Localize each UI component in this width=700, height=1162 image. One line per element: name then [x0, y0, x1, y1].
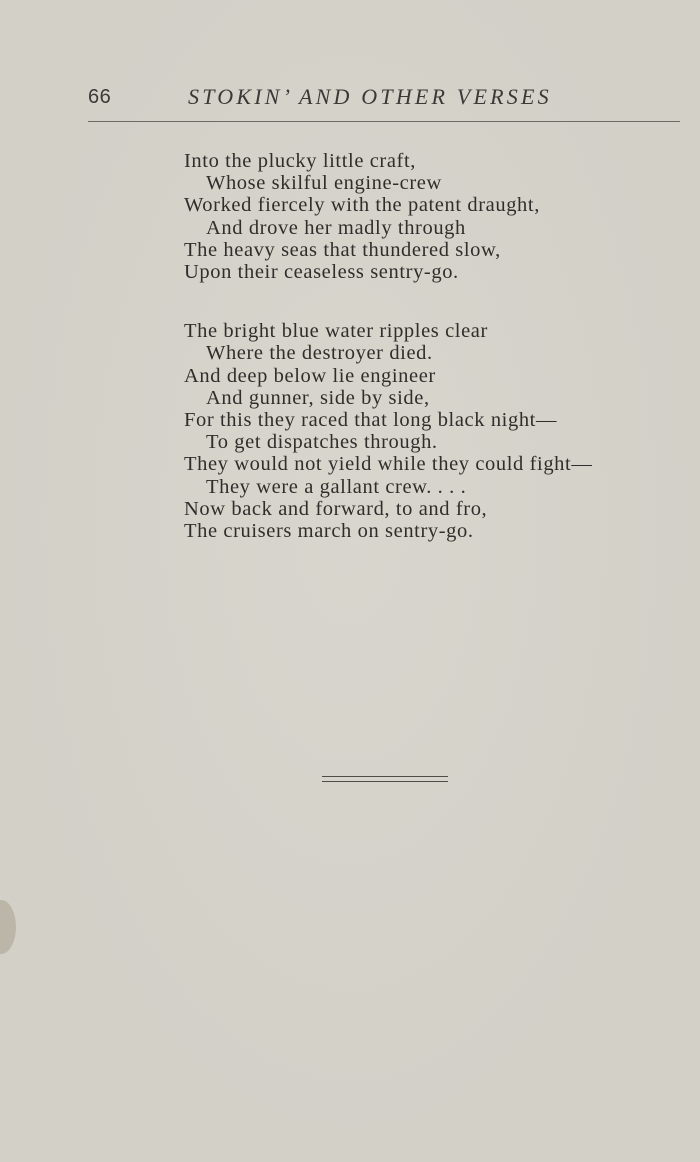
poem-line: Where the destroyer died. — [206, 342, 433, 365]
header-rule — [88, 121, 680, 122]
poem-line: Upon their ceaseless sentry-go. — [184, 261, 459, 284]
poem-line: To get dispatches through. — [206, 431, 438, 454]
end-rule-top-bar — [322, 776, 448, 777]
poem-line: Now back and forward, to and fro, — [184, 497, 488, 520]
poem-line: The cruisers march on sentry-go. — [184, 520, 474, 543]
poem-line: And gunner, side by side, — [206, 386, 430, 409]
poem-line: The bright blue water ripples clear — [184, 320, 488, 343]
poem-body — [184, 150, 684, 542]
poem-line: They were a gallant crew. . . . — [206, 475, 467, 498]
page-number: 66 — [88, 86, 112, 108]
poem-line: Whose skilful engine-crew — [206, 172, 442, 195]
poem-line: The heavy seas that thundered slow, — [184, 238, 501, 261]
end-rule-bottom-bar — [322, 781, 448, 782]
poem-line: And deep below lie engineer — [184, 364, 436, 387]
end-ornament-rule — [322, 776, 448, 784]
poem-line: They would not yield while they could fight— — [184, 453, 593, 476]
stanza-1 — [184, 150, 684, 283]
poem-line: For this they raced that long black night— — [184, 409, 558, 432]
running-title: STOKIN’ AND OTHER VERSES — [188, 84, 552, 109]
stanza-2 — [184, 320, 684, 542]
poem-line: Into the plucky little craft, — [184, 150, 417, 172]
page-edge-smudge — [0, 900, 16, 954]
poem-line: And drove her madly through — [206, 216, 466, 239]
poem-line: Worked fiercely with the patent draught, — [184, 194, 540, 217]
